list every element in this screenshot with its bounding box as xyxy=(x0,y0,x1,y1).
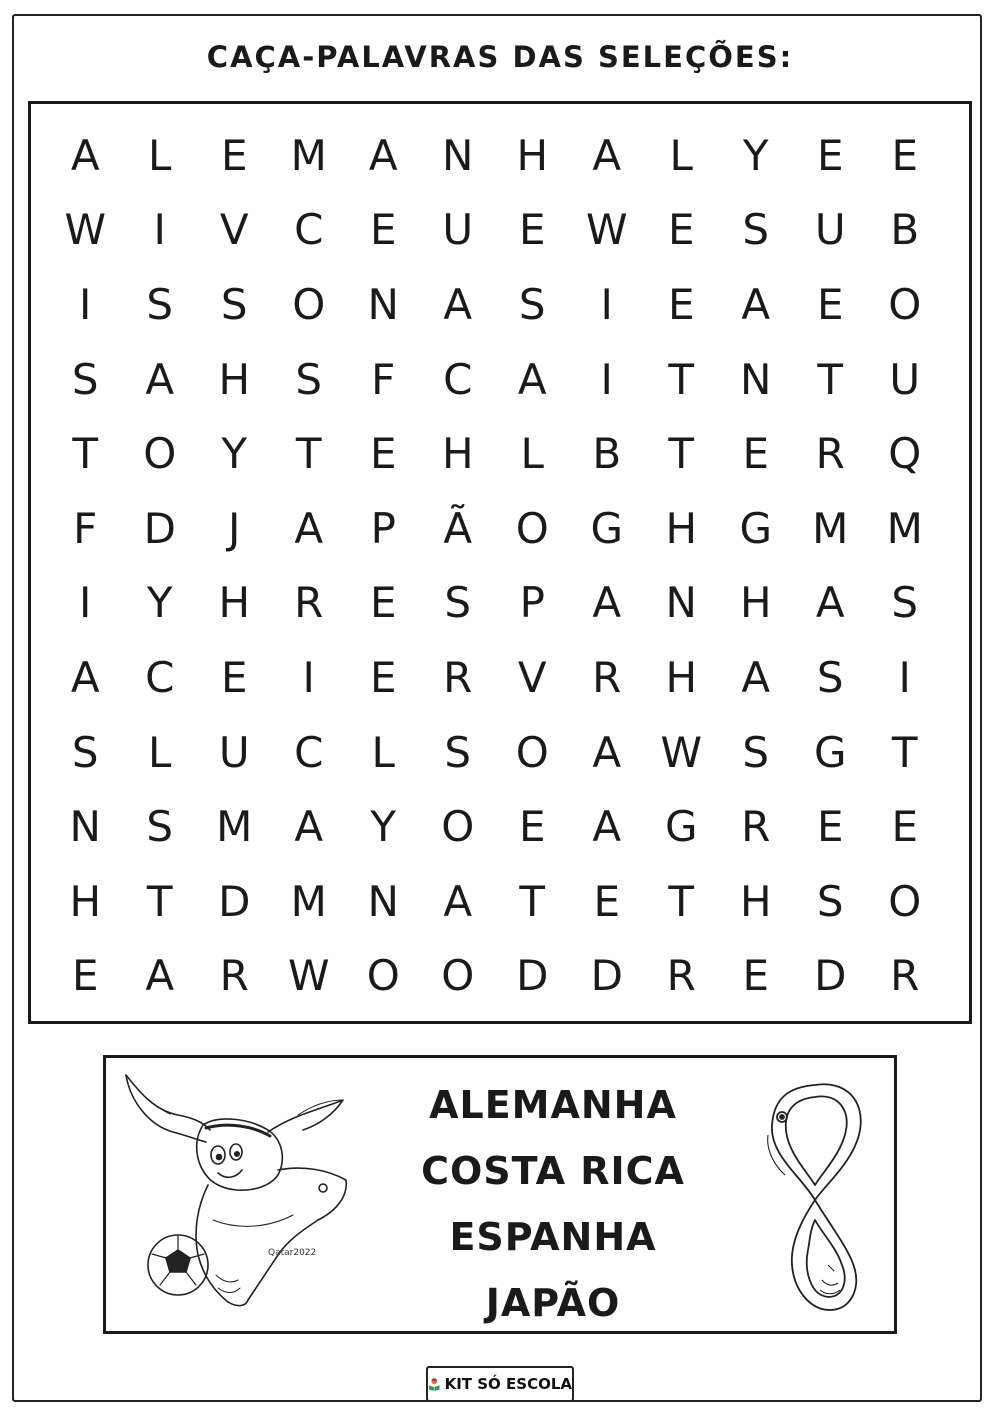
grid-letter: A xyxy=(592,578,622,628)
grid-letter: E xyxy=(593,876,621,926)
grid-letter: A xyxy=(592,130,622,180)
grid-letter: T xyxy=(146,876,173,926)
grid-letter: I xyxy=(600,279,613,329)
grid-letter: A xyxy=(592,727,622,777)
grid-letter: D xyxy=(516,951,549,1001)
word-list-item: ESPANHA xyxy=(449,1215,657,1259)
grid-letter: A xyxy=(443,279,473,329)
grid-letter: L xyxy=(669,130,693,180)
grid-letter: O xyxy=(888,279,922,329)
grid-letter: V xyxy=(219,205,249,255)
grid-letter: S xyxy=(71,354,99,404)
grid-letter: A xyxy=(145,951,175,1001)
grid-letter: U xyxy=(814,205,846,255)
grid-letter: O xyxy=(515,727,549,777)
grid-letter: S xyxy=(444,578,472,628)
grid-letter: M xyxy=(290,130,327,180)
grid-letter: O xyxy=(515,503,549,553)
grid-letter: H xyxy=(739,578,772,628)
grid-letter: R xyxy=(219,951,249,1001)
grid-letter: W xyxy=(287,951,330,1001)
grid-letter: T xyxy=(891,727,918,777)
word-search-grid xyxy=(48,118,942,1013)
grid-letter: E xyxy=(71,951,99,1001)
grid-letter: D xyxy=(218,876,251,926)
grid-letter: E xyxy=(742,429,770,479)
grid-letter: E xyxy=(369,578,397,628)
book-reader-icon xyxy=(428,1372,441,1396)
grid-letter: E xyxy=(891,130,919,180)
grid-letter: S xyxy=(891,578,919,628)
grid-letter: E xyxy=(369,205,397,255)
grid-letter: S xyxy=(444,727,472,777)
grid-letter: O xyxy=(441,951,475,1001)
grid-letter: W xyxy=(585,205,628,255)
grid-letter: A xyxy=(592,802,622,852)
grid-letter: O xyxy=(441,802,475,852)
grid-letter: A xyxy=(294,802,324,852)
word-list xyxy=(398,1072,708,1336)
grid-letter: H xyxy=(218,578,251,628)
grid-letter: A xyxy=(741,279,771,329)
grid-letter: E xyxy=(667,205,695,255)
world-cup-mascot-illustration xyxy=(118,1070,353,1320)
word-list-item: ALEMANHA xyxy=(429,1083,677,1127)
grid-letter: R xyxy=(666,951,696,1001)
grid-letter: G xyxy=(813,727,847,777)
grid-letter: D xyxy=(143,503,176,553)
grid-letter: Y xyxy=(221,429,248,479)
grid-letter: A xyxy=(70,652,100,702)
grid-letter: H xyxy=(665,652,698,702)
grid-letter: H xyxy=(218,354,251,404)
grid-letter: M xyxy=(216,802,253,852)
grid-letter: T xyxy=(668,354,695,404)
grid-letter: A xyxy=(145,354,175,404)
grid-letter: R xyxy=(890,951,920,1001)
grid-letter: L xyxy=(148,130,172,180)
grid-letter: I xyxy=(302,652,315,702)
grid-letter: U xyxy=(218,727,250,777)
grid-letter: B xyxy=(890,205,920,255)
grid-letter: Y xyxy=(146,578,173,628)
grid-letter: T xyxy=(668,876,695,926)
grid-letter: I xyxy=(79,279,92,329)
grid-letter: D xyxy=(590,951,623,1001)
grid-letter: T xyxy=(295,429,322,479)
grid-letter: I xyxy=(153,205,166,255)
grid-letter: P xyxy=(519,578,545,628)
page-title: CAÇA-PALAVRAS DAS SELEÇÕES: xyxy=(206,40,794,74)
grid-letter: S xyxy=(295,354,323,404)
grid-letter: R xyxy=(741,802,771,852)
grid-letter: T xyxy=(72,429,99,479)
grid-letter: H xyxy=(665,503,698,553)
grid-letter: N xyxy=(367,876,399,926)
grid-letter: D xyxy=(814,951,847,1001)
grid-letter: S xyxy=(518,279,546,329)
grid-letter: N xyxy=(740,354,772,404)
grid-letter: O xyxy=(366,951,400,1001)
grid-letter: M xyxy=(886,503,923,553)
grid-letter: E xyxy=(518,802,546,852)
grid-letter: S xyxy=(742,205,770,255)
grid-letter: A xyxy=(517,354,547,404)
logo-text: KIT SÓ ESCOLA xyxy=(444,1375,572,1393)
grid-letter: E xyxy=(518,205,546,255)
grid-letter: Q xyxy=(888,429,922,479)
grid-letter: E xyxy=(816,802,844,852)
grid-letter: H xyxy=(739,876,772,926)
grid-letter: H xyxy=(516,130,549,180)
grid-letter: E xyxy=(816,279,844,329)
grid-letter: E xyxy=(891,802,919,852)
grid-letter: A xyxy=(70,130,100,180)
grid-letter: C xyxy=(294,727,324,777)
grid-letter: I xyxy=(898,652,911,702)
grid-letter: T xyxy=(668,429,695,479)
grid-letter: U xyxy=(442,205,474,255)
grid-letter: A xyxy=(741,652,771,702)
world-cup-emblem-illustration xyxy=(760,1075,870,1320)
grid-letter: U xyxy=(889,354,921,404)
grid-letter: S xyxy=(146,802,174,852)
grid-letter: Y xyxy=(742,130,769,180)
word-list-item: COSTA RICA xyxy=(421,1149,685,1193)
grid-letter: B xyxy=(592,429,622,479)
grid-letter: G xyxy=(664,802,698,852)
kit-so-escola-logo xyxy=(426,1366,574,1402)
grid-letter: P xyxy=(370,503,396,553)
grid-letter: F xyxy=(371,354,396,404)
grid-letter: E xyxy=(369,652,397,702)
grid-letter: C xyxy=(443,354,473,404)
grid-letter: S xyxy=(816,876,844,926)
grid-letter: J xyxy=(228,503,241,553)
grid-letter: S xyxy=(220,279,248,329)
grid-letter: S xyxy=(71,727,99,777)
grid-letter: N xyxy=(665,578,697,628)
grid-letter: Y xyxy=(370,802,397,852)
grid-letter: O xyxy=(292,279,326,329)
grid-letter: A xyxy=(294,503,324,553)
grid-letter: H xyxy=(441,429,474,479)
grid-letter: L xyxy=(520,429,544,479)
grid-letter: R xyxy=(592,652,622,702)
grid-letter: C xyxy=(294,205,324,255)
grid-letter: E xyxy=(369,429,397,479)
grid-letter: L xyxy=(371,727,395,777)
grid-letter: O xyxy=(143,429,177,479)
grid-letter: M xyxy=(290,876,327,926)
grid-letter: W xyxy=(64,205,107,255)
mascot-signature: Qatar2022 xyxy=(268,1248,317,1258)
grid-letter: M xyxy=(812,503,849,553)
grid-letter: S xyxy=(742,727,770,777)
grid-letter: E xyxy=(667,279,695,329)
grid-letter: E xyxy=(220,652,248,702)
grid-letter: S xyxy=(816,652,844,702)
grid-letter: R xyxy=(815,429,845,479)
grid-letter: N xyxy=(367,279,399,329)
grid-letter: H xyxy=(69,876,102,926)
grid-letter: A xyxy=(368,130,398,180)
grid-letter: I xyxy=(600,354,613,404)
grid-letter: E xyxy=(816,130,844,180)
grid-letter: A xyxy=(815,578,845,628)
grid-letter: E xyxy=(742,951,770,1001)
grid-letter: S xyxy=(146,279,174,329)
grid-letter: R xyxy=(443,652,473,702)
grid-letter: V xyxy=(517,652,547,702)
grid-letter: A xyxy=(443,876,473,926)
grid-letter: N xyxy=(69,802,101,852)
grid-letter: N xyxy=(442,130,474,180)
grid-letter: I xyxy=(79,578,92,628)
word-list-item: JAPÃO xyxy=(485,1281,621,1325)
grid-letter: T xyxy=(519,876,546,926)
grid-letter: R xyxy=(294,578,324,628)
grid-letter: G xyxy=(590,503,624,553)
grid-letter: T xyxy=(817,354,844,404)
grid-letter: L xyxy=(148,727,172,777)
grid-letter: G xyxy=(739,503,773,553)
grid-letter: F xyxy=(73,503,98,553)
grid-letter: E xyxy=(220,130,248,180)
grid-letter: Ã xyxy=(443,503,473,553)
grid-letter: O xyxy=(888,876,922,926)
grid-letter: W xyxy=(660,727,703,777)
grid-letter: C xyxy=(145,652,175,702)
